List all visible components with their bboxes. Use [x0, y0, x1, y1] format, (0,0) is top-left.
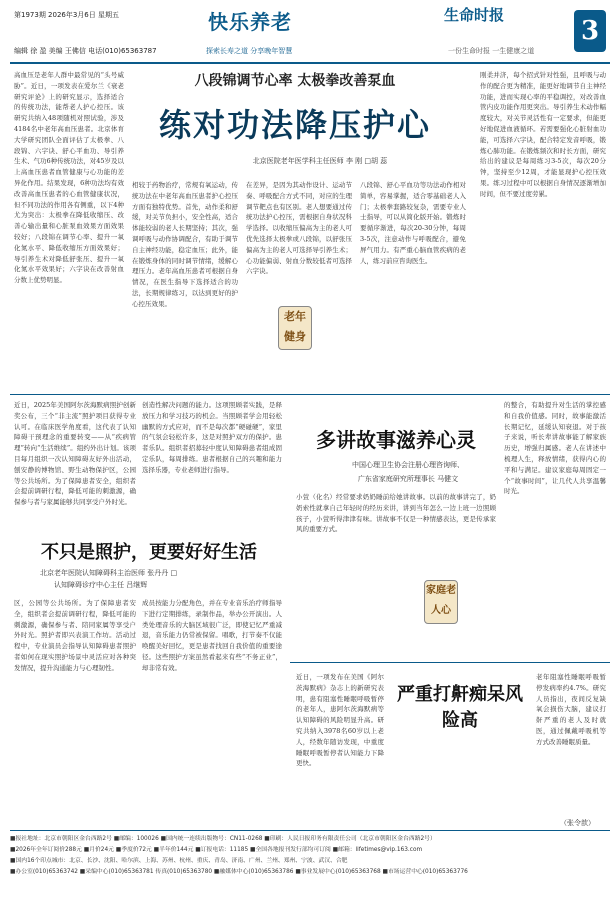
masthead [0, 0, 615, 62]
article3-col2: 的整合，有助提升对生活的掌控感和自我价值感。同时，故事能激活长期记忆，延缓认知衰退。对于孩子来说，听长辈讲故事能了解家族历史，增强归属感。老人在讲述中梳理人生，释放情绪，获得内心的平和与满足。建议家庭每周固定一个“故事时间”，让几代人共享温馨时光。 [504, 401, 606, 496]
footer [10, 834, 610, 878]
article1-kicker: 八段锦调节心率 太极拳改善泵血 [194, 73, 396, 89]
article4-col2: 老年阻塞性睡眠呼吸暂停发病率约4.7%。研究人员指出，夜间反复缺氧会损伤大脑，建议打鼾严重的老人及时就医，通过佩戴呼吸机等方式改善睡眠质量。 [536, 673, 606, 746]
article1-byline: 北京医院老年医学科主任医师 李 刚 □胡 蕊 [252, 157, 388, 165]
article3-col1: 小萱（化名）经常要求奶奶睡前给她讲故事。以前的故事讲完了，奶奶索性就拿自己年轻时的经历来讲，讲到当年怎么一边上班一边照顾孩子，小萱听得津津有味。讲故事不仅是一种情感表达，更是传承家风的重要方式。 [296, 493, 496, 534]
section-rule-1 [10, 394, 610, 395]
footer-line3: ■国内16个印点城市：北京、长沙、沈阳、哈尔滨、上海、苏州、杭州、重庆、青岛、济南、广州、兰州、郑州、宁波、武汉、合肥 [10, 858, 348, 864]
editors-info: 编辑 徐 盈 美编 王佛信 电话(010)65363787 [14, 47, 157, 55]
section-rule-2 [290, 662, 610, 663]
article2-byline1: 北京老年医院认知障碍科主治医师 张丹丹 □ [40, 569, 178, 577]
section-slogan: 探索长寿之道 分享晚年智慧 [206, 47, 293, 55]
article4-title: 严重打鼾痴呆风险高 [397, 684, 523, 731]
article4-credit: （张令歆） [560, 819, 595, 827]
footer-line2: ■2026年全年订阅价288元 ■月价24元 ■季度价72元 ■半年价144元 ■订报电话：11185 ■全国各地报刊发行部均可订阅 ■邮箱：lifetimes@vip.163.com [10, 847, 423, 853]
page-number: 3 [574, 10, 606, 52]
newspaper-logo: 生命时报 [444, 6, 505, 24]
article1-col5: 刚柔并济，每个招式针对性强，且呼吸与动作的配合更为精准，能更好地调节自主神经功能，进而实现心率的平稳调控，对改善血管内皮功能作用更突出。导引养生术动作幅度较大，对关节灵活性有一定要求，但能更好地促进血液循环。若需要强化心脏射血功能，可选择六字诀，配合特定发音呼吸，锻炼心肺功能。在锻炼频次和时长方面，研究给出的建议是每周练习3-5次，每次20分钟，坚持至少12周，才能显现护心控压效果。练习过程中可以根据自身情况逐渐增加时间，但不要过度劳累。 [480, 71, 606, 198]
article2-col2: 创造性解决问题的能力。这项照顾者实践，是释放压力和学习技巧的机会。当照顾者学会用轻松幽默的方式应对，而不是每次都“硬碰硬”，家里的气氛会轻松许多，这是对照护双方的保护。患者乐队。组织者招募轻中度认知障碍患者组成固定乐队，每周排练。患者根据自己的兴趣和能力选择乐器，专业老师进行指导。 [142, 401, 282, 474]
article3-title: 多讲故事滋养心灵 [316, 428, 476, 452]
article3-byline2: 广东省家庭研究所理事长 马健文 [357, 475, 459, 483]
article2-col4: 区，公园等公共场所。为了保障患者安全，组织者会提前调研行程，降低可能的刺激源，确保参与者、陪同家属等享受户外时光。照护者即兴表演工作坊。活动过程中，专业演员会指导认知障碍患者照护者如何在现实照护场景中灵活应对各种突发情况，提升沟通能力与心理韧性。 [14, 599, 136, 672]
footer-rule [10, 830, 610, 831]
article3-byline1: 中国心理卫生协会注册心理咨询师、 [352, 461, 464, 469]
issue-info: 第1973期 2026年3月6日 星期五 [14, 11, 119, 19]
article2-col1: 近日，2025年美国阿尔茨海默病照护创新奖公布，三个“非主流”照护项目获得专业认可。在临床医学角度看，这代表了认知障碍干预理念的重要转变——从“疾病管理”转向“生活维续”。组约外出计划。该项目每月组织一次认知障碍友好外出活动，刨安静的博物馆、野生动物保护区，公园等公共场所。为了保障患者安全，组织者会提前调研行程，降低可能的刺激源，确保参与者与家属能够共同享受户外时光。 [14, 401, 136, 507]
article2-byline2: 认知障碍诊疗中心主任 吕继辉 [54, 581, 148, 589]
footer-line1: ■报社地址：北京市朝阳区金台西路2号 ■邮编：100026 ■国内统一连续出版物号：CN11-0268 ■印刷：人民日报印务有限责任公司（北京市朝阳区金台西路2号） [10, 836, 436, 842]
footer-line4: ■办公室(010)65363742 ■采编中心(010)65363781 传真(010)65363780 ■融媒体中心(010)65363786 ■事业发展中心(010)65363768 ■市场运营中心(010)65363776 [10, 869, 468, 875]
article1-col3: 在差异，是因为其动作设计、运动节奏、呼吸配合方式不同，对应的生理调节靶点也有区别。老人想要通过传统功法护心控压，需根据自身状况科学选择。以收缩压偏高为主的老人可优先选择太极拳或八段锦，以舒张压偏高为主的老人可选择导引养生术；心功能偏弱、射血分数较低者可选择六字诀。 [246, 181, 352, 276]
newspaper-motto: 一份生命时报 一生健康之道 [448, 47, 535, 55]
article4-col1: 近日，一项发布在美国《阿尔茨海默病》杂志上的新研究表明，患有阻塞性睡眠呼吸暂停的老年人，患阿尔茨海默病等认知障碍的风险明显升高。研究共纳入3978名60岁以上老人，经数年随访发现，中重度睡眠呼吸暂停者认知能力下降更快。 [296, 673, 384, 768]
article1-title: 练对功法降压护心 [158, 106, 431, 144]
section-title: 快乐养老 [208, 10, 292, 34]
article2-title: 不只是照护，更要好好生活 [41, 542, 257, 563]
article1-col2: 相较于药物治疗，常规有氧运动，传统功法在中老年高血压患者护心控压方面有独特优势。首先，动作柔和舒缓，对关节负担小，安全性高，适合体能较弱的老人长期坚持；其次，强调呼吸与动作协调配合，有助于调节自主神经功能，稳定血压；此外，能在锻炼身体的同时调节情绪，缓解心理压力。老年高血压患者可根据自身情况，在医生指导下选择适合的功法，长期规律练习，以达到更好的护心控压效果。 [132, 181, 238, 308]
article1-col1: 高血压是老年人群中最常见的“头号威胁”。近日，一项发表在爱尔兰《衰老研究评论》上的研究显示，选择适合的传统功法，能帮老人护心控压。该研究共纳入48项随机对照试验，涉及4184名中老年高血压患者。北京体育大学研究团队全面评估了太极拳、八段锦、六字诀、舒心平血功、导引养生术、气功6种传统功法，对45岁及以上高血压患者血管健康与心功能的差异化作用。结果发现，6种功法均有效改善高血压患者的心血管健康状况，但不同功法的作用各有侧重，以下4种尤为突出：太极拳在降低收缩压、改善心输出量和心脏泵血效果方面效果较好；八段锦在调节心率、提升一氧化氮水平、降低收缩压方面效果好；导引养生术对降低舒张压、提升一氧化氮水平效果好；六字诀在改善射血分数上优势明显。 [14, 71, 124, 285]
header-rule [10, 62, 610, 64]
article1-col4: 八段锦、舒心平血功等功法动作相对简单，容易掌握，适合零基础老人入门；太极拳套路较复杂，需要专业人士指导，可以从简化版开始。锻炼时要循序渐进，每次20-30分钟，每周3-5次，注意动作与呼吸配合，避免屏气用力。有严重心脑血管疾病的老人，练习前应咨询医生。 [360, 181, 466, 265]
article3-badge: 家庭老人心 [424, 580, 458, 624]
article2-col3: 成员按能力分配角色，并在专业音乐治疗师指导下进行定期排练，录制作品，举办公开演出。人类处理音乐的大脑区域很广泛，即使记忆严重减退，音乐能力仍常被保留。唱歌，打节奏不仅能唤醒美好回忆，更是患者找回自我价值的重要途径。这些照护方案虽然看起来有些“不务正业”，却非常有效。 [142, 599, 282, 672]
article1-badge: 老年健身 [278, 306, 312, 350]
